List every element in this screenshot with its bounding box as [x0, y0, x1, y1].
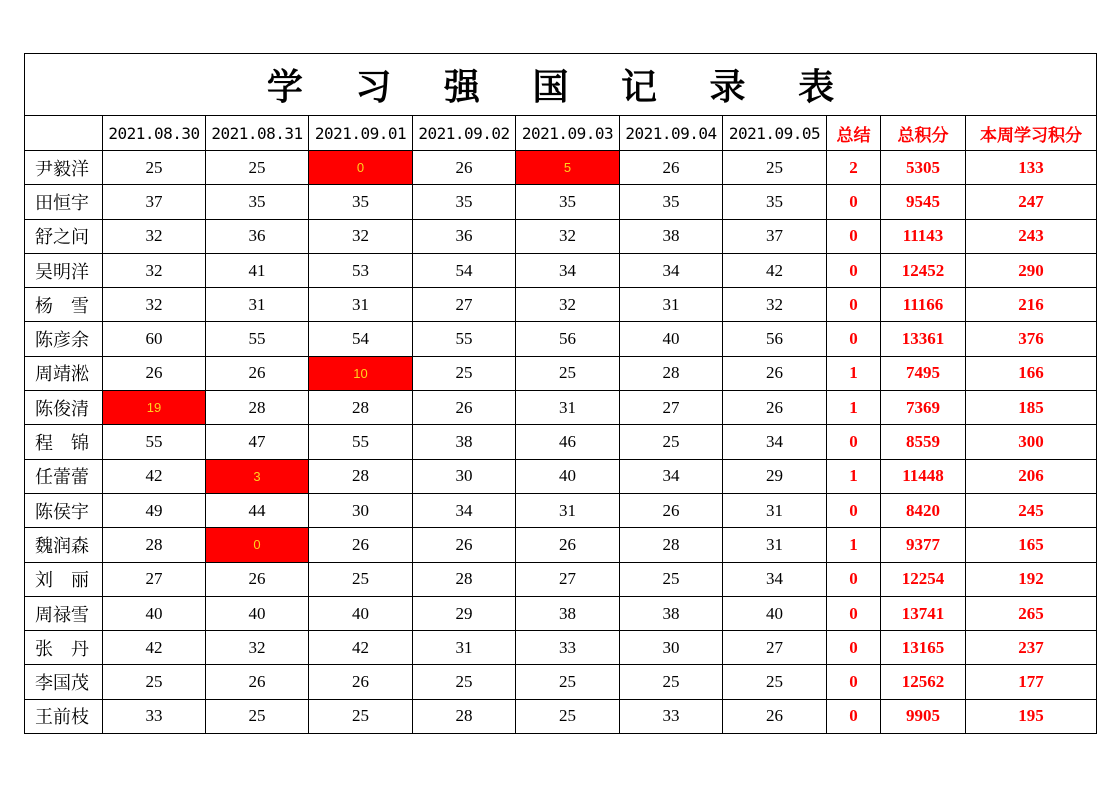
student-name: 陈俊清 [25, 391, 103, 425]
score-cell: 34 [620, 459, 723, 493]
score-cell: 28 [103, 528, 206, 562]
score-cell: 26 [620, 493, 723, 527]
summary-cell: 0 [827, 425, 881, 459]
student-name: 陈彦余 [25, 322, 103, 356]
score-cell: 44 [206, 493, 309, 527]
table-row [25, 665, 1097, 699]
student-name: 陈侯宇 [25, 493, 103, 527]
score-cell: 34 [620, 253, 723, 287]
total-score-cell: 7495 [881, 356, 966, 390]
student-name: 杨 雪 [25, 288, 103, 322]
score-cell: 32 [206, 631, 309, 665]
score-cell: 34 [723, 562, 827, 596]
table-row [25, 631, 1097, 665]
score-cell: 32 [516, 288, 620, 322]
score-cell: 54 [309, 322, 413, 356]
score-cell: 38 [413, 425, 516, 459]
table-row [25, 253, 1097, 287]
score-cell: 40 [723, 596, 827, 630]
score-cell: 53 [309, 253, 413, 287]
score-cell: 27 [620, 391, 723, 425]
summary-cell: 0 [827, 596, 881, 630]
score-cell: 32 [103, 253, 206, 287]
student-name: 李国茂 [25, 665, 103, 699]
score-cell: 41 [206, 253, 309, 287]
header-total: 总积分 [881, 116, 966, 151]
header-date: 2021.08.30 [103, 116, 206, 151]
score-cell: 26 [103, 356, 206, 390]
score-cell: 25 [206, 699, 309, 733]
weekly-score-cell: 237 [966, 631, 1097, 665]
score-cell: 33 [516, 631, 620, 665]
score-cell: 25 [620, 425, 723, 459]
summary-cell: 1 [827, 356, 881, 390]
weekly-score-cell: 165 [966, 528, 1097, 562]
score-cell: 34 [723, 425, 827, 459]
score-cell: 26 [620, 151, 723, 185]
summary-cell: 0 [827, 665, 881, 699]
score-cell: 31 [516, 391, 620, 425]
score-cell: 25 [516, 665, 620, 699]
score-cell: 26 [206, 665, 309, 699]
score-cell: 28 [309, 459, 413, 493]
score-cell-flagged: 5 [516, 151, 620, 185]
weekly-score-cell: 247 [966, 185, 1097, 219]
score-cell-flagged: 0 [206, 528, 309, 562]
score-cell: 42 [103, 459, 206, 493]
score-cell: 25 [516, 699, 620, 733]
score-cell: 29 [413, 596, 516, 630]
total-score-cell: 7369 [881, 391, 966, 425]
score-cell: 42 [723, 253, 827, 287]
score-cell: 25 [620, 665, 723, 699]
score-cell: 31 [516, 493, 620, 527]
score-cell: 40 [620, 322, 723, 356]
table-row [25, 596, 1097, 630]
total-score-cell: 13361 [881, 322, 966, 356]
score-cell: 25 [103, 151, 206, 185]
score-cell: 35 [309, 185, 413, 219]
score-cell: 38 [516, 596, 620, 630]
summary-cell: 2 [827, 151, 881, 185]
header-date: 2021.09.05 [723, 116, 827, 151]
score-cell: 26 [206, 562, 309, 596]
weekly-score-cell: 206 [966, 459, 1097, 493]
student-name: 尹毅洋 [25, 151, 103, 185]
score-cell: 26 [413, 391, 516, 425]
score-cell: 49 [103, 493, 206, 527]
score-cell: 31 [206, 288, 309, 322]
student-name: 刘 丽 [25, 562, 103, 596]
student-name: 王前枝 [25, 699, 103, 733]
score-cell: 36 [413, 219, 516, 253]
score-cell: 25 [723, 151, 827, 185]
summary-cell: 0 [827, 253, 881, 287]
score-cell: 31 [413, 631, 516, 665]
total-score-cell: 11143 [881, 219, 966, 253]
score-cell: 55 [309, 425, 413, 459]
score-cell: 54 [413, 253, 516, 287]
weekly-score-cell: 265 [966, 596, 1097, 630]
score-cell: 36 [206, 219, 309, 253]
table-row [25, 391, 1097, 425]
score-cell: 55 [206, 322, 309, 356]
table-row [25, 151, 1097, 185]
table-row [25, 288, 1097, 322]
table-row [25, 699, 1097, 733]
score-cell: 26 [206, 356, 309, 390]
score-cell: 28 [413, 699, 516, 733]
weekly-score-cell: 166 [966, 356, 1097, 390]
score-cell: 25 [516, 356, 620, 390]
score-cell: 31 [723, 493, 827, 527]
total-score-cell: 8559 [881, 425, 966, 459]
weekly-score-cell: 177 [966, 665, 1097, 699]
score-cell: 25 [309, 699, 413, 733]
score-cell: 27 [516, 562, 620, 596]
summary-cell: 0 [827, 219, 881, 253]
table-row [25, 185, 1097, 219]
score-cell: 32 [723, 288, 827, 322]
score-cell: 28 [206, 391, 309, 425]
score-cell: 25 [723, 665, 827, 699]
score-cell: 35 [413, 185, 516, 219]
weekly-score-cell: 290 [966, 253, 1097, 287]
score-cell: 40 [206, 596, 309, 630]
score-cell: 26 [723, 356, 827, 390]
score-cell: 56 [516, 322, 620, 356]
total-score-cell: 12562 [881, 665, 966, 699]
weekly-score-cell: 245 [966, 493, 1097, 527]
score-cell: 42 [103, 631, 206, 665]
score-cell: 28 [620, 528, 723, 562]
score-cell: 29 [723, 459, 827, 493]
weekly-score-cell: 243 [966, 219, 1097, 253]
page-title: 学 习 强 国 记 录 表 [25, 54, 1097, 116]
table-row [25, 425, 1097, 459]
score-cell: 27 [723, 631, 827, 665]
student-name: 田恒宇 [25, 185, 103, 219]
score-cell: 31 [723, 528, 827, 562]
total-score-cell: 13165 [881, 631, 966, 665]
score-cell: 25 [103, 665, 206, 699]
score-cell: 38 [620, 596, 723, 630]
score-cell: 31 [309, 288, 413, 322]
summary-cell: 0 [827, 493, 881, 527]
header-date: 2021.09.03 [516, 116, 620, 151]
score-cell-flagged: 3 [206, 459, 309, 493]
score-cell: 30 [413, 459, 516, 493]
table-row [25, 219, 1097, 253]
score-cell: 38 [620, 219, 723, 253]
header-date: 2021.08.31 [206, 116, 309, 151]
header-date: 2021.09.02 [413, 116, 516, 151]
score-cell: 26 [413, 528, 516, 562]
score-cell: 35 [723, 185, 827, 219]
score-cell: 26 [723, 391, 827, 425]
student-name: 吴明洋 [25, 253, 103, 287]
score-cell: 35 [620, 185, 723, 219]
score-cell: 25 [413, 356, 516, 390]
header-date: 2021.09.01 [309, 116, 413, 151]
score-cell: 31 [620, 288, 723, 322]
summary-cell: 0 [827, 288, 881, 322]
score-cell: 55 [413, 322, 516, 356]
score-cell: 27 [413, 288, 516, 322]
score-cell: 56 [723, 322, 827, 356]
score-cell: 28 [309, 391, 413, 425]
summary-cell: 1 [827, 528, 881, 562]
score-cell: 37 [723, 219, 827, 253]
score-cell: 32 [103, 219, 206, 253]
summary-cell: 1 [827, 459, 881, 493]
score-cell: 32 [516, 219, 620, 253]
score-cell-flagged: 0 [309, 151, 413, 185]
score-cell-flagged: 19 [103, 391, 206, 425]
score-cell: 60 [103, 322, 206, 356]
score-cell: 42 [309, 631, 413, 665]
weekly-score-cell: 192 [966, 562, 1097, 596]
weekly-score-cell: 185 [966, 391, 1097, 425]
total-score-cell: 9905 [881, 699, 966, 733]
score-cell: 26 [413, 151, 516, 185]
score-cell: 33 [620, 699, 723, 733]
score-cell: 32 [103, 288, 206, 322]
score-cell: 25 [206, 151, 309, 185]
summary-cell: 0 [827, 322, 881, 356]
header-row [25, 116, 1097, 151]
student-name: 魏润森 [25, 528, 103, 562]
score-cell: 33 [103, 699, 206, 733]
score-cell-flagged: 10 [309, 356, 413, 390]
weekly-score-cell: 195 [966, 699, 1097, 733]
total-score-cell: 11448 [881, 459, 966, 493]
score-cell: 37 [103, 185, 206, 219]
table-row [25, 322, 1097, 356]
score-cell: 26 [723, 699, 827, 733]
table-row [25, 493, 1097, 527]
score-cell: 26 [516, 528, 620, 562]
total-score-cell: 8420 [881, 493, 966, 527]
score-cell: 30 [620, 631, 723, 665]
score-cell: 25 [413, 665, 516, 699]
table-row [25, 528, 1097, 562]
score-cell: 25 [309, 562, 413, 596]
total-score-cell: 12452 [881, 253, 966, 287]
score-cell: 40 [103, 596, 206, 630]
total-score-cell: 9377 [881, 528, 966, 562]
summary-cell: 1 [827, 391, 881, 425]
summary-cell: 0 [827, 631, 881, 665]
score-cell: 40 [516, 459, 620, 493]
weekly-score-cell: 376 [966, 322, 1097, 356]
table-row [25, 562, 1097, 596]
summary-cell: 0 [827, 699, 881, 733]
student-name: 张 丹 [25, 631, 103, 665]
score-cell: 32 [309, 219, 413, 253]
score-cell: 26 [309, 528, 413, 562]
score-cell: 55 [103, 425, 206, 459]
score-cell: 28 [620, 356, 723, 390]
header-name-cell [25, 116, 103, 151]
score-cell: 34 [516, 253, 620, 287]
score-cell: 27 [103, 562, 206, 596]
total-score-cell: 11166 [881, 288, 966, 322]
student-name: 周禄雪 [25, 596, 103, 630]
score-cell: 35 [206, 185, 309, 219]
score-cell: 28 [413, 562, 516, 596]
weekly-score-cell: 300 [966, 425, 1097, 459]
total-score-cell: 12254 [881, 562, 966, 596]
header-weekly: 本周学习积分 [966, 116, 1097, 151]
weekly-score-cell: 133 [966, 151, 1097, 185]
header-summary: 总结 [827, 116, 881, 151]
total-score-cell: 13741 [881, 596, 966, 630]
table-row [25, 459, 1097, 493]
score-cell: 47 [206, 425, 309, 459]
student-name: 舒之问 [25, 219, 103, 253]
score-cell: 30 [309, 493, 413, 527]
total-score-cell: 5305 [881, 151, 966, 185]
score-cell: 40 [309, 596, 413, 630]
score-cell: 34 [413, 493, 516, 527]
record-table [24, 53, 1097, 734]
student-name: 程 锦 [25, 425, 103, 459]
total-score-cell: 9545 [881, 185, 966, 219]
header-date: 2021.09.04 [620, 116, 723, 151]
student-name: 周靖淞 [25, 356, 103, 390]
student-name: 任蕾蕾 [25, 459, 103, 493]
summary-cell: 0 [827, 562, 881, 596]
score-cell: 26 [309, 665, 413, 699]
summary-cell: 0 [827, 185, 881, 219]
score-cell: 25 [620, 562, 723, 596]
score-cell: 35 [516, 185, 620, 219]
score-cell: 46 [516, 425, 620, 459]
table-row [25, 356, 1097, 390]
weekly-score-cell: 216 [966, 288, 1097, 322]
